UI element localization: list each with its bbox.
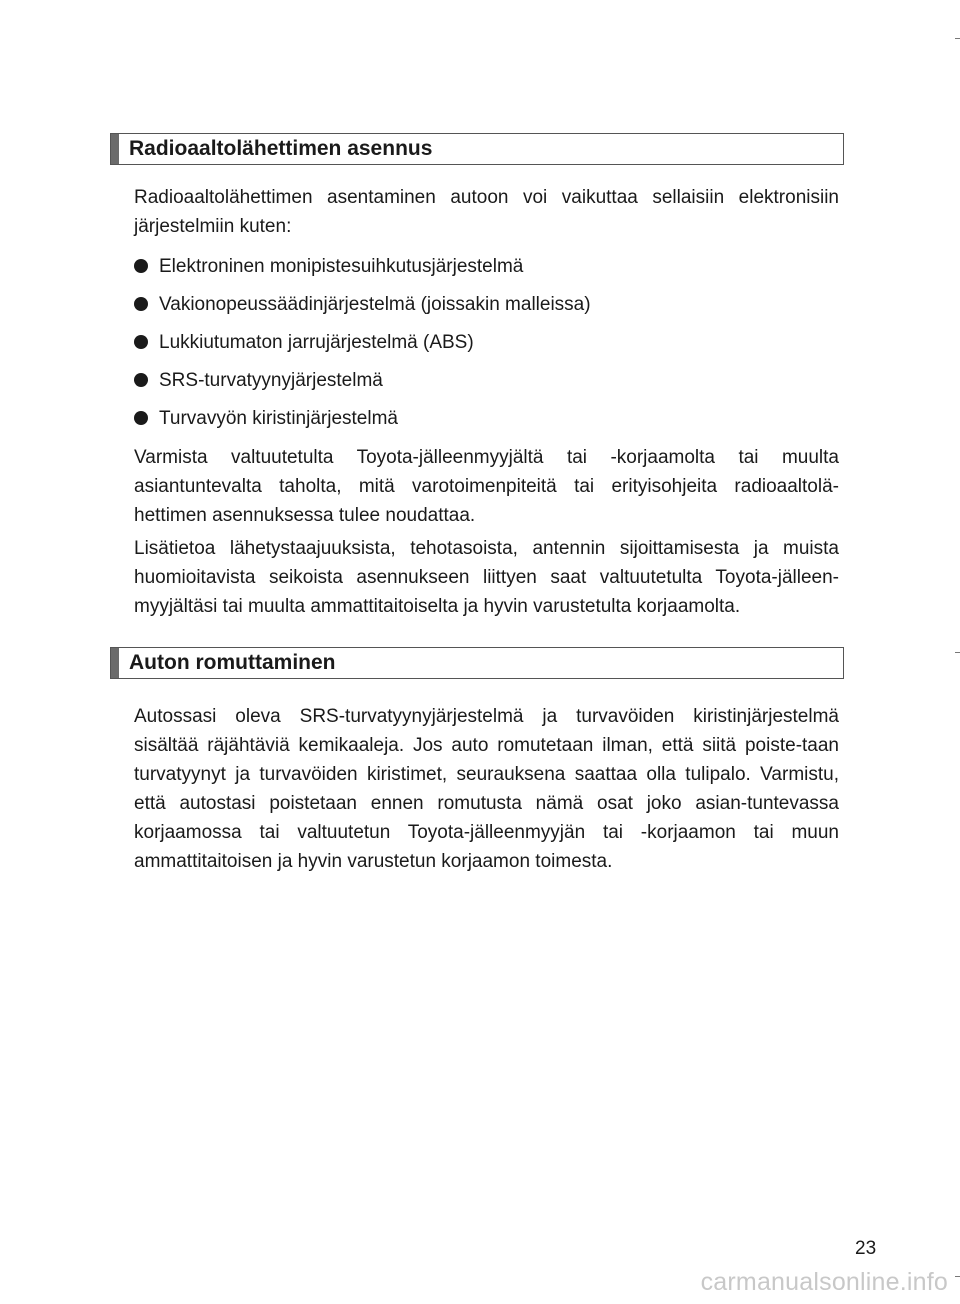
list-item	[134, 328, 839, 357]
body-paragraph: Varmista valtuutetulta Toyota-jälleenmyyjältä tai -korjaamolta tai muulta asiantuntevalta taholta, mitä varotoimenpiteitä tai erityisohjeita radioaaltolä-hettimen asennuksessa tulee noudattaa.	[134, 447, 839, 526]
section-title: Radioaaltolähettimen asennus	[129, 137, 433, 160]
list-item-text: Lukkiutumaton jarrujärjestelmä (ABS)	[159, 332, 474, 353]
list-item-text: Vakionopeussäädinjärjestelmä (joissakin malleissa)	[159, 294, 591, 315]
bullet-icon	[134, 335, 148, 349]
page-number: 23	[855, 1238, 877, 1259]
intro-paragraph: Radioaaltolähettimen asentaminen autoon voi vaikuttaa sellaisiin elektronisiin järjestelmiin kuten:	[134, 187, 839, 237]
body-paragraph: Autossasi oleva SRS-turvatyynyjärjestelmä ja turvavöiden kiristinjärjestelmä sisältää räjähtäviä kemikaaleja. Jos auto romutetaan ilman, että siitä poiste-taan turvatyynyt ja turvavöiden kiristimet, seurauksena saattaa olla tulipalo. Varmistu, että autostasi poistetaan ennen romutusta nämä osat joko asian-tuntevassa korjaamossa tai valtuutetun Toyota-jälleenmyyjän tai -korjaamon tai muun ammattitaitoisen ja hyvin varustetun korjaamon toimesta.	[134, 706, 839, 872]
section-header-bar	[111, 648, 119, 678]
section-header-bar	[111, 134, 119, 164]
list-item	[134, 366, 839, 395]
list-item-text: Turvavyön kiristinjärjestelmä	[159, 408, 398, 429]
bullet-icon	[134, 411, 148, 425]
bullet-icon	[134, 297, 148, 311]
list-item	[134, 252, 839, 281]
list-item-text: SRS-turvatyynyjärjestelmä	[159, 370, 383, 391]
body-paragraph: Lisätietoa lähetystaajuuksista, tehotasoista, antennin sijoittamisesta ja muista huomioitavista seikoista asennukseen liittyen saat valtuutetulta Toyota-jälleen-myyjältäsi tai muulta ammattitaitoiselta ja hyvin varustetulta korjaamolta.	[134, 538, 839, 617]
section-header-radio	[110, 133, 844, 165]
list-item	[134, 290, 839, 319]
list-item	[134, 404, 839, 433]
bullet-icon	[134, 259, 148, 273]
crop-mark	[955, 1276, 960, 1277]
list-item-text: Elektroninen monipistesuihkutusjärjestelmä	[159, 256, 524, 277]
crop-mark	[955, 652, 960, 653]
watermark: carmanualsonline.info	[700, 1268, 948, 1296]
section-header-scrapping	[110, 647, 844, 679]
section-title: Auton romuttaminen	[129, 651, 336, 674]
bullet-icon	[134, 373, 148, 387]
crop-mark	[955, 38, 960, 39]
